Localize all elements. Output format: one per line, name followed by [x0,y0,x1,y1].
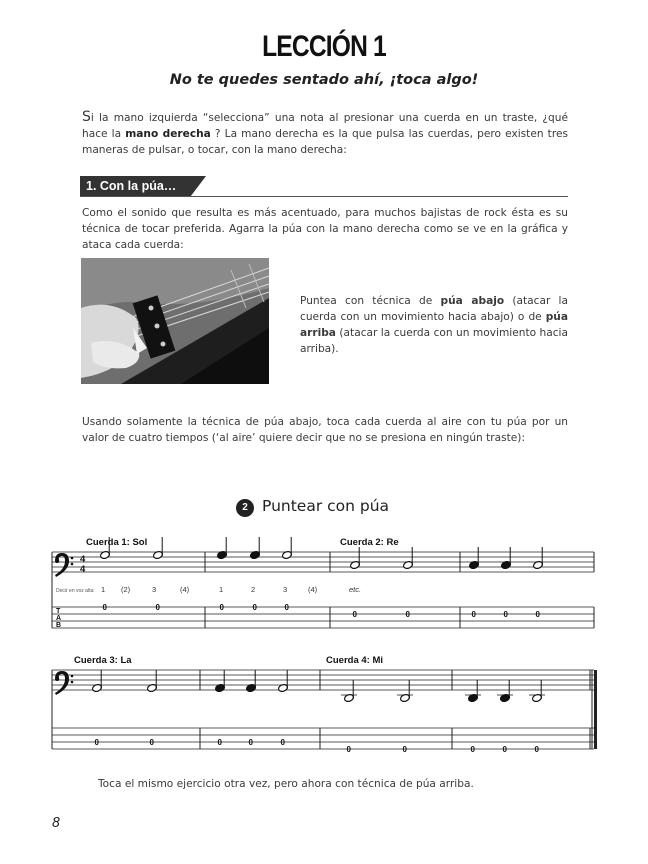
note [403,547,414,570]
section-heading: 1. Con la púa… [86,179,177,193]
lesson-subtitle: No te quedes sentado ahí, ¡toca algo! [169,72,479,88]
note [465,680,481,703]
exercise-label: Puntear con púa [262,497,390,515]
note [501,547,512,570]
tab-fret: 0 [503,610,508,619]
note [153,537,164,560]
note [217,537,228,560]
note [92,670,103,693]
string-1-label: Cuerda 1: Sol [86,537,148,548]
tab-letter-t: T [56,608,61,615]
count: 2 [251,585,256,594]
note [497,680,513,703]
notes-layer [92,537,545,754]
count: 1 [219,585,224,594]
count: (4) [180,585,190,594]
tab-fret: 0 [94,738,99,747]
barlines-1 [52,552,594,628]
count: (4) [308,585,318,594]
note [282,537,293,560]
tab-fret: 0 [405,610,410,619]
staff-2 [52,670,594,690]
string-4-label: Cuerda 4: Mi [326,655,384,666]
intro-paragraph: Si la mano izquierda “selecciona” una nota al presionar una cuerda en un traste, ¿qué hace la mano derecha ? La mano derecha es la que pulsa las cuerdas, pero existen tres maneras de pulsar, o tocar, con la mano derecha: [82,109,568,156]
count-hint: Decir en voz alta: [56,588,95,594]
string-2-label: Cuerda 2: Re [340,537,399,548]
note [246,670,257,693]
count: 3 [283,585,288,594]
note [341,680,357,703]
note [529,680,545,703]
tab-fret: 0 [534,745,539,754]
note [533,547,544,570]
count: (2) [121,585,131,594]
page-number: 8 [52,816,61,831]
exercise-instruction: Usando solamente la técnica de púa abajo, toca cada cuerda al aire con tu púa por un valor de cuatro tiempos (‘al aire’ quiere decir que no se presiona en ningún traste): [82,416,568,444]
time-signature-bottom: 4 [80,564,86,575]
tab-fret: 0 [284,603,289,612]
tab-staff-2 [52,728,594,749]
string-3-label: Cuerda 3: La [74,655,132,666]
tab-fret: 0 [252,603,257,612]
note [250,537,261,560]
tab-staff-1 [52,607,594,628]
tab-fret: 0 [346,745,351,754]
note [147,670,158,693]
tab-fret: 0 [471,610,476,619]
time-signature-top: 4 [80,554,86,565]
note [215,670,226,693]
count: 3 [152,585,157,594]
tab-fret: 0 [149,738,154,747]
footer-instruction: Toca el mismo ejercicio otra vez, pero ahora con técnica de púa arriba. [98,778,474,790]
tab-fret: 0 [352,610,357,619]
tab-fret: 0 [219,603,224,612]
note [397,680,413,703]
pick-technique-text: Puntea con técnica de púa abajo (atacar la cuerda con un movimiento hacia abajo) o de púa arriba (atacar la cuerda con un movimiento hacia arriba). [300,295,568,355]
note [278,670,289,693]
final-barline [592,670,597,749]
note [350,547,361,570]
count: 1 [101,585,106,594]
tab-fret: 0 [502,745,507,754]
count-etc: etc. [349,585,362,594]
lesson-title: LECCIÓN 1 [262,30,386,63]
tab-fret: 0 [535,610,540,619]
tab-fret: 0 [155,603,160,612]
tab-letter-b: B [56,622,62,629]
tab-fret: 0 [280,738,285,747]
tab-fret: 0 [217,738,222,747]
pick-paragraph: Como el sonido que resulta es más acentuado, para muchos bajistas de rock ésta es su técnica de tocar preferida. Agarra la púa con la mano derecha como se ve en la gráfica y ataca cada cuerda: [82,207,568,251]
tab-fret: 0 [402,745,407,754]
tab-letter-a: A [56,615,62,622]
tab-fret: 0 [248,738,253,747]
staff-1 [52,552,594,572]
note [469,547,480,570]
tab-fret: 0 [102,603,107,612]
tab-fret: 0 [470,745,475,754]
drop-cap: S [82,109,91,125]
right-hand-term: mano derecha [125,128,211,140]
exercise-number-badge: 2 [236,499,254,517]
